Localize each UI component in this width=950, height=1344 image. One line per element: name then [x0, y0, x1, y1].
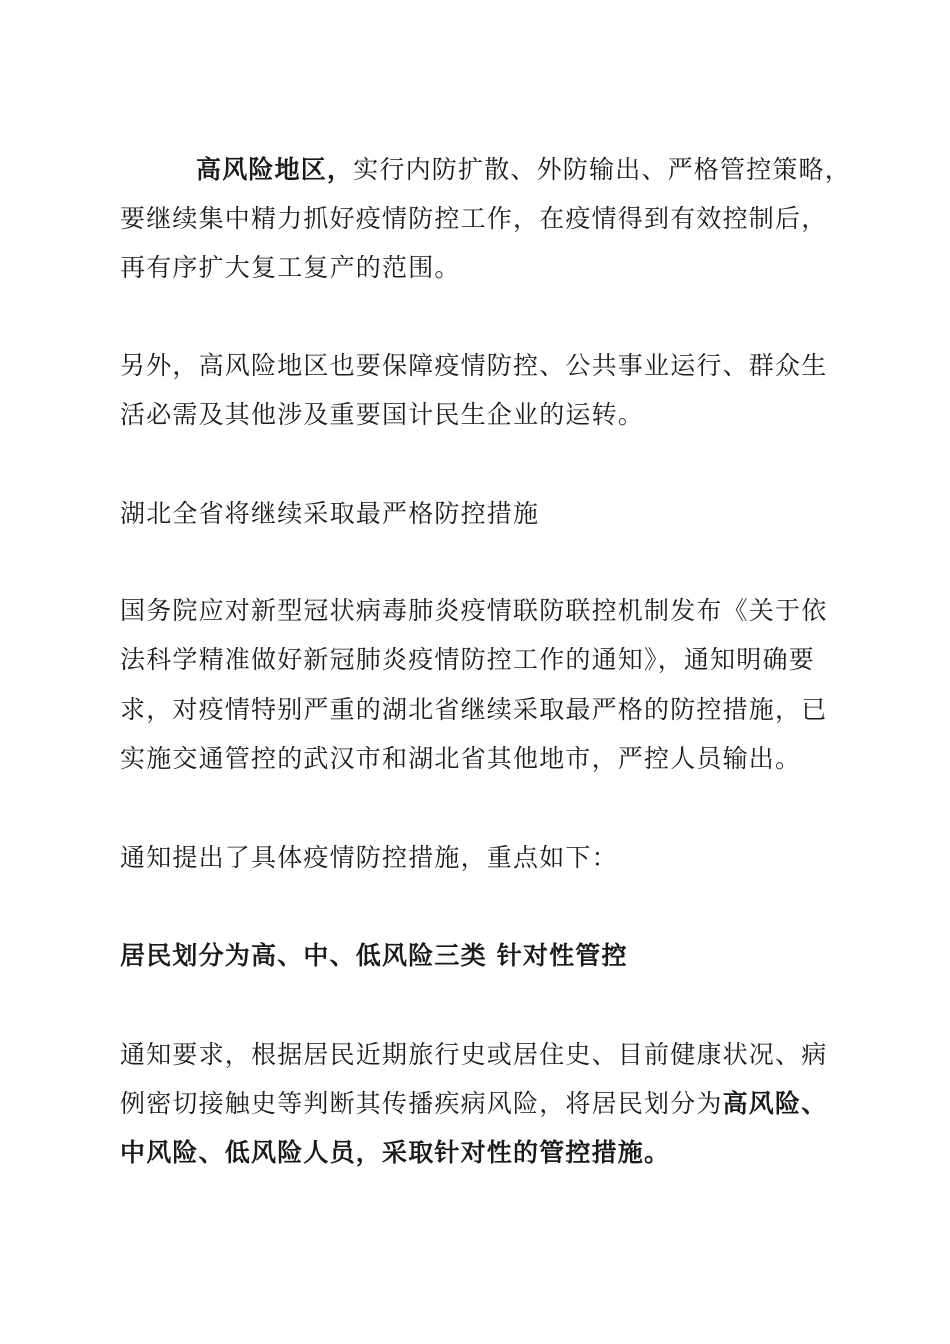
- paragraph-6-line-1: 通知要求，根据居民近期旅行史或居住史、目前健康状况、病: [120, 1040, 828, 1069]
- paragraph-4-line-1: 国务院应对新型冠状病毒肺炎疫情联防联控机制发布《关于依: [120, 596, 828, 625]
- paragraph-1-line-3: 再有序扩大复工复产的范围。: [120, 253, 461, 282]
- paragraph-5: 通知提出了具体疫情防控措施，重点如下：: [120, 843, 618, 872]
- paragraph-4-line-4: 实施交通管控的武汉市和湖北省其他地市，严控人员输出。: [120, 744, 802, 773]
- section-heading: 居民划分为高、中、低风险三类 针对性管控: [120, 941, 628, 970]
- paragraph-4-line-3: 求，对疫情特别严重的湖北省继续采取最严格的防控措施，已: [120, 695, 828, 724]
- paragraph-1-line-2: 要继续集中精力抓好疫情防控工作，在疫情得到有效控制后，: [120, 204, 828, 233]
- text-span: 实行内防扩散、外防输出、严格管控策略，: [353, 155, 852, 184]
- bold-phrase: 高风险地区，: [196, 155, 354, 184]
- paragraph-4-line-2: 法科学精准做好新冠肺炎疫情防控工作的通知》，通知明确要: [120, 645, 815, 674]
- bold-phrase: 高风险、: [722, 1089, 828, 1118]
- paragraph-6-line-3: 中风险、低风险人员，采取针对性的管控措施。: [120, 1138, 671, 1167]
- text-span: 例密切接触史等判断其传播疾病风险，将居民划分为: [120, 1089, 723, 1118]
- paragraph-1-line-1: [196, 155, 851, 185]
- paragraph-2-line-1: 另外，高风险地区也要保障疫情防控、公共事业运行、群众生: [120, 351, 828, 380]
- paragraph-6-line-2: [120, 1089, 827, 1119]
- paragraph-2-line-2: 活必需及其他涉及重要国计民生企业的运转。: [120, 400, 645, 429]
- paragraph-3: 湖北全省将继续采取最严格防控措施: [120, 499, 540, 528]
